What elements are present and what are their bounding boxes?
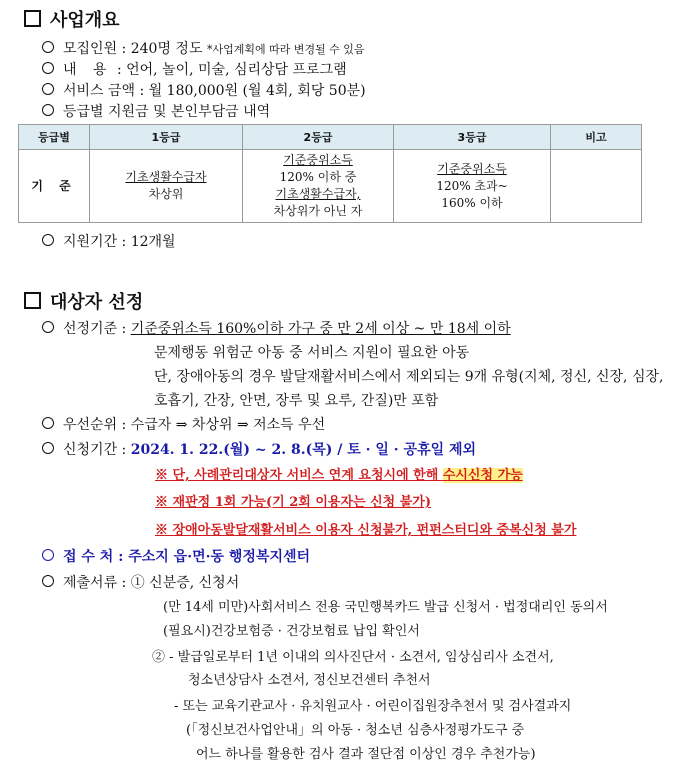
list-item-price: 서비스 금액 : 월 180,000원 (월 4회, 회당 50분) bbox=[42, 80, 366, 100]
circle-bullet-icon bbox=[42, 575, 54, 587]
criteria-line: 문제행동 위험군 아동 중 서비스 지원이 필요한 아동 bbox=[154, 345, 470, 361]
docs-line: (만 14세 미만)사회서비스 전용 국민행복카드 발급 신청서 · 법정대리인 동의서 bbox=[163, 600, 608, 615]
list-item-office: 접 수 처 : 주소지 읍·면·동 행정복지센터 bbox=[42, 546, 310, 566]
notice-line: ※ 단, 사례관리대상자 서비스 연계 요청시에 한해 수시신청 가능 bbox=[155, 468, 523, 483]
docs-line: (「정신보건사업안내」의 아동 · 청소년 심층사정평가도구 중 bbox=[186, 723, 525, 738]
checkbox-square-icon bbox=[24, 292, 41, 309]
criteria-line: 단, 장애아동의 경우 발달재활서비스에서 제외되는 9개 유형(지체, 정신, 신장, 심장, bbox=[154, 369, 664, 385]
circle-bullet-icon bbox=[42, 549, 54, 561]
section-title-selection: 대상자 선정 bbox=[24, 288, 143, 314]
circle-bullet-icon bbox=[42, 234, 54, 246]
circle-bullet-icon bbox=[42, 83, 54, 95]
docs-line: - 또는 교육기관교사 · 유치원교사 · 어린이집원장추천서 및 검사결과지 bbox=[174, 699, 572, 714]
list-item-docs: 제출서류 : ① 신분증, 신청서 bbox=[42, 572, 239, 592]
circle-bullet-icon bbox=[42, 62, 54, 74]
table-header: 1등급 bbox=[90, 125, 243, 150]
circle-bullet-icon bbox=[42, 442, 54, 454]
list-item-content: 내 용 : 언어, 놀이, 미술, 심리상담 프로그램 bbox=[42, 59, 347, 79]
table-header: 비고 bbox=[551, 125, 642, 150]
table-header: 3등급 bbox=[394, 125, 551, 150]
table-cell-grade3: 기준중위소득 120% 초과~ 160% 이하 bbox=[394, 150, 551, 223]
table-header: 등급별 bbox=[19, 125, 90, 150]
docs-line: 청소년상담사 소견서, 정신보건센터 추천서 bbox=[188, 673, 431, 688]
table-row bbox=[19, 150, 642, 223]
docs-line: (필요시)건강보험증 · 건강보험료 납입 확인서 bbox=[163, 624, 420, 639]
grade-table bbox=[18, 124, 642, 223]
docs-line: ② - 발급일로부터 1년 이내의 의사진단서 · 소견서, 임상심리사 소견서, bbox=[152, 650, 554, 665]
circle-bullet-icon bbox=[42, 104, 54, 116]
list-item-apply-period: 신청기간 : 2024. 1. 22.(월) ~ 2. 8.(목) / 토 · 일 · 공휴일 제외 bbox=[42, 439, 476, 459]
table-cell-label: 기 준 bbox=[19, 150, 90, 223]
notice-line: ※ 장애아동발달재활서비스 이용자 신청불가, 펀펀스터디와 중복신청 불가 bbox=[155, 523, 577, 538]
list-item-period: 지원기간 : 12개월 bbox=[42, 231, 176, 251]
table-header-row bbox=[19, 125, 642, 150]
table-header: 2등급 bbox=[243, 125, 394, 150]
table-cell-grade1: 기초생활수급자 차상위 bbox=[90, 150, 243, 223]
list-item-criteria: 선정기준 : 기준중위소득 160%이하 가구 중 만 2세 이상 ~ 만 18세 이하 bbox=[42, 318, 511, 338]
list-item-priority: 우선순위 : 수급자 ⇒ 차상위 ⇒ 저소득 우선 bbox=[42, 414, 325, 434]
section-title-overview: 사업개요 bbox=[24, 6, 120, 32]
circle-bullet-icon bbox=[42, 41, 54, 53]
table-cell-grade2: 기준중위소득 120% 이하 중 기초생활수급자, 차상위가 아닌 자 bbox=[243, 150, 394, 223]
criteria-line: 호흡기, 간장, 안면, 장루 및 요루, 간질)만 포함 bbox=[154, 393, 439, 409]
circle-bullet-icon bbox=[42, 417, 54, 429]
circle-bullet-icon bbox=[42, 321, 54, 333]
table-cell-note bbox=[551, 150, 642, 223]
notice-line: ※ 재판정 1회 가능(기 2회 이용자는 신청 불가) bbox=[155, 495, 432, 510]
list-item-grade: 등급별 지원금 및 본인부담금 내역 bbox=[42, 101, 270, 121]
list-item-recruit: 모집인원 : 240명 정도 *사업계획에 따라 변경될 수 있음 bbox=[42, 38, 365, 58]
docs-line: 어느 하나를 활용한 검사 결과 절단점 이상인 경우 추천가능) bbox=[196, 747, 536, 762]
checkbox-square-icon bbox=[24, 10, 41, 27]
